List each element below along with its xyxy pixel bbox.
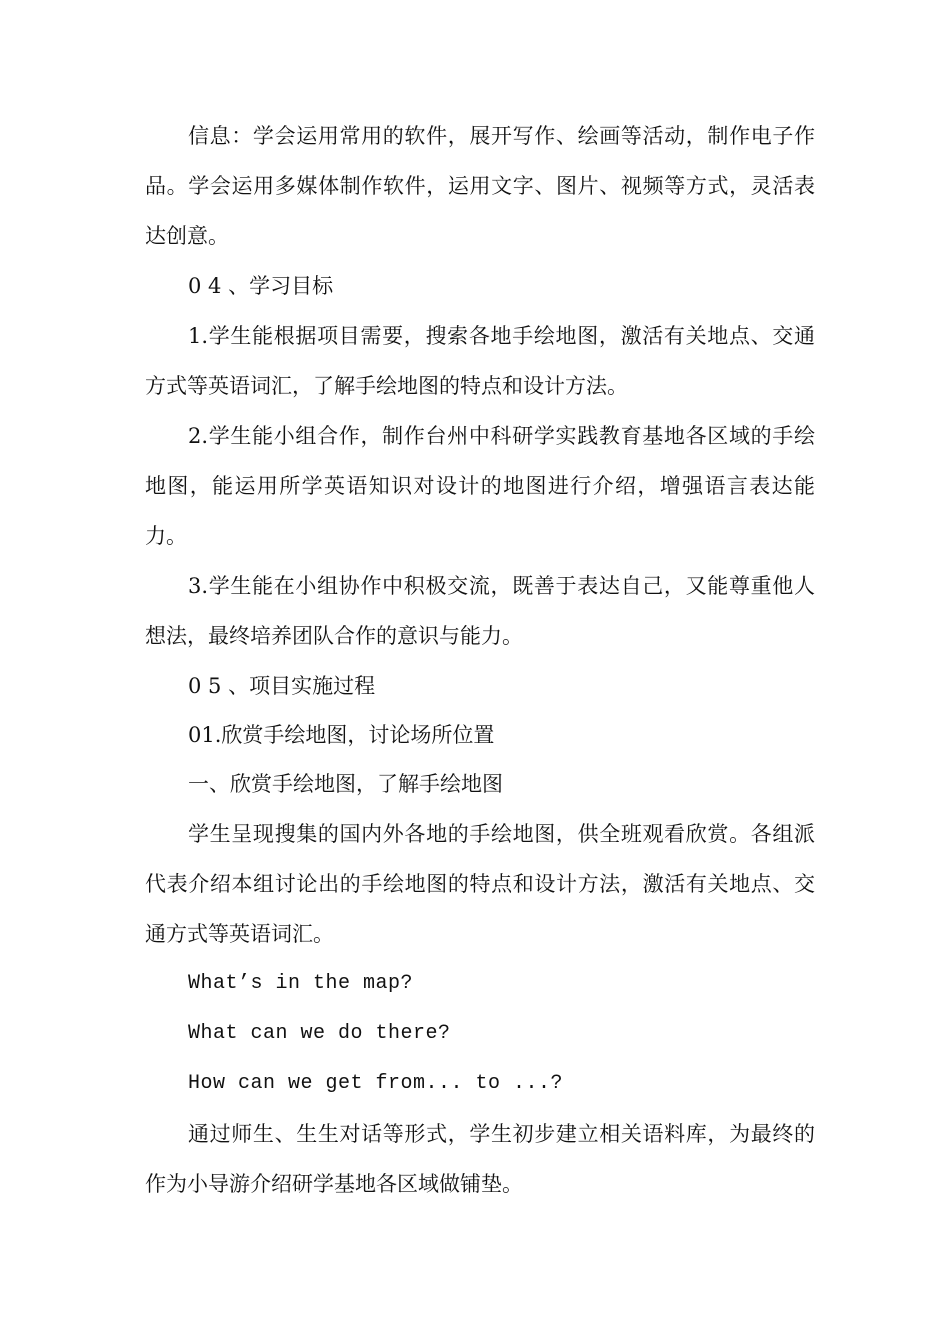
paragraph-goal-3: 3.学生能在小组协作中积极交流，既善于表达自己，又能尊重他人想法，最终培养团队合作的意识与能力。 — [145, 574, 815, 648]
question-whats-in-map: What’s in the map? — [188, 972, 414, 995]
heading-implementation: 0 5 、项目实施过程 — [188, 674, 376, 698]
subheading-step-01: 01.欣赏手绘地图，讨论场所位置 — [188, 723, 495, 747]
heading-learning-goals: 0 4 、学习目标 — [188, 274, 334, 298]
paragraph-goal-1: 1.学生能根据项目需要，搜索各地手绘地图，激活有关地点、交通方式等英语词汇，了解手绘地图的特点和设计方法。 — [145, 324, 815, 398]
subheading-section-one: 一、欣赏手绘地图，了解手绘地图 — [188, 772, 503, 796]
paragraph-activity-description: 学生呈现搜集的国内外各地的手绘地图，供全班观看欣赏。各组派代表介绍本组讨论出的手绘地图的特点和设计方法，激活有关地点、交通方式等英语词汇。 — [145, 822, 815, 946]
paragraph-info-skills: 信息：学会运用常用的软件，展开写作、绘画等活动，制作电子作品。学会运用多媒体制作软件，运用文字、图片、视频等方式，灵活表达创意。 — [145, 124, 815, 248]
question-what-can-we-do: What can we do there? — [188, 1022, 451, 1045]
question-how-get-from: How can we get from... to ...? — [188, 1072, 564, 1095]
paragraph-dialogue-summary: 通过师生、生生对话等形式，学生初步建立相关语料库，为最终的作为小导游介绍研学基地各区域做铺垫。 — [145, 1122, 815, 1196]
paragraph-goal-2: 2.学生能小组合作，制作台州中科研学实践教育基地各区域的手绘地图，能运用所学英语知识对设计的地图进行介绍，增强语言表达能力。 — [145, 424, 815, 548]
